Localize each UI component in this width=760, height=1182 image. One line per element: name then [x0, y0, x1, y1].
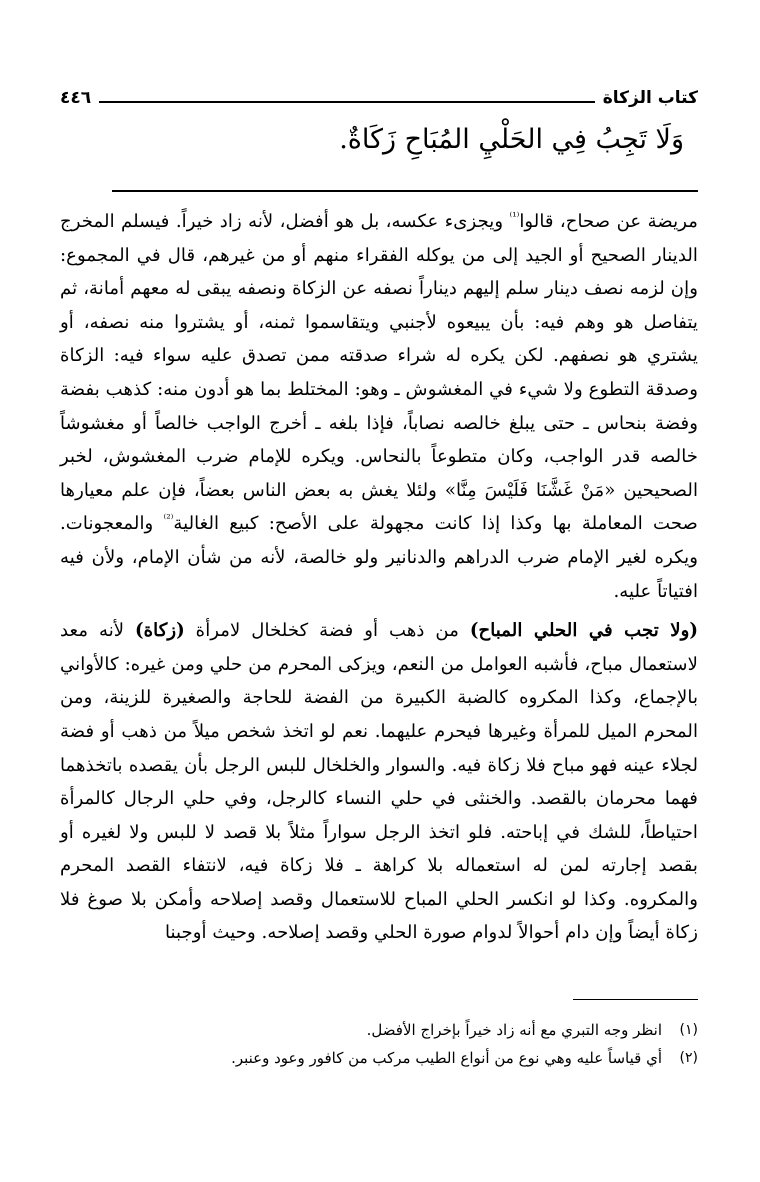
page-number: ٤٤٦ — [60, 88, 92, 108]
running-title: كتاب الزكاة — [602, 88, 698, 108]
footnote-text: انظر وجه التبري مع أنه زاد خيراً بإخراج الأفضل. — [366, 1021, 662, 1039]
commentary-text: لأنه معد لاستعمال مباح، فأشبه العوامل من النعم، ويزكى المحرم من حلي ومن غيره: كالأواني بالإجماع، وكذا المكروه كالضبة الكبيرة من الفضة للحاجة والصغيرة للزينة، ومن المحرم الميل للمرأة وغيرها فيحرم عليهما. نعم لو اتخذ شخص ميلاً من ذهب أو فضة لجلاء عينه فهو مباح فلا زكاة فيه. والسوار والخلخال للبس الرجل بأن يقصده باتخذهما فهما محرمان بالقصد. والخنثى في حلي النساء كالرجل، وفي حلي الرجال كالمرأة احتياطاً، للشك في إباحته. فلو اتخذ الرجل سواراً مثلاً بلا قصد لا للبس ولا لغيره أو بقصد إجارته لمن له استعماله بلا كراهة ـ فلا زكاة فيه، لانتفاء القصد المحرم والمكروه. وكذا لو انكسر الحلي المباح للاستعمال وقصد إصلاحه وأمكن بلا صوغ فلا زكاة أيضاً وإن دام أحوالاً لدوام صورة الحلي وقصد إصلاحه. وحيث أوجبنا — [60, 620, 698, 944]
commentary-paragraph-1 — [60, 205, 698, 608]
commentary-text: والمعجونات. ويكره لغير الإمام ضرب الدراهم والدنانير ولو خالصة، لأنه من شأن الإمام، ولأن فيه افتياتاً عليه. — [60, 513, 698, 602]
commentary-text: من ذهب أو فضة كخلخال لامرأة — [184, 620, 470, 642]
footnote-ref-1: ⁽¹⁾ — [509, 209, 520, 223]
matn-text: وَلَا تَجِبُ فِي الحَلْيِ المُبَاحِ زَكَاةٌ. — [339, 124, 684, 155]
footnote-ref-2: ⁽²⁾ — [163, 512, 174, 526]
footnote-text: أي قياساً عليه وهي نوع من أنواع الطيب مركب من كافور وعود وعنبر. — [231, 1049, 662, 1067]
footnotes — [60, 1016, 698, 1072]
commentary-text: ويجزىء عكسه، بل هو أفضل، لأنه زاد خيراً. فيسلم المخرج الدينار الصحيح أو الجيد إلى من يوكله الفقراء منهم أو من غيرهم، قال في المجموع: وإن لزمه نصف دينار سلم إليهم ديناراً نصفه عن الزكاة ونصفه يبقى له معهم أمانة، ثم يتفاصل هو وهم فيه: بأن يبيعوه لأجنبي ويتقاسموا ثمنه، أو يشتروا منه نصفه، أو يشتري هو نصفهم. لكن يكره له شراء صدقته ممن تصدق عليه سواء فيه: الزكاة وصدقة التطوع ولا شيء في المغشوش ـ وهو: المختلط بما هو أدون منه: كذهب بفضة وفضة بنحاس ـ حتى يبلغ خالصه نصاباً، فإذا بلغه ـ أخرج الواجب خالصاً أو مغشوشاً خالصه قدر الواجب، وكان متطوعاً بالنحاس. ويكره للإمام ضرب المغشوش، لخبر الصحيحين «مَنْ غَشَّنَا فَلَيْسَ مِنَّا» ولئلا يغش به بعض الناس بعضاً، فإن علم معيارها صحت المعاملة بها وكذا إذا كانت مجهولة على الأصح: كبيع الغالية — [60, 211, 698, 535]
footnote-2 — [60, 1044, 698, 1072]
matn-divider-rule — [112, 190, 698, 192]
commentary-paragraph-2 — [60, 614, 698, 950]
footnote-1 — [60, 1016, 698, 1044]
footnote-number: (١) — [679, 1022, 698, 1038]
commentary-body — [60, 205, 698, 950]
matn-quote: (ولا تجب في الحلي المباح) — [469, 620, 698, 642]
header-rule — [99, 101, 595, 103]
footnote-number: (٢) — [679, 1050, 698, 1066]
running-header — [60, 78, 698, 108]
matn-quote: (زكاة) — [135, 620, 185, 642]
footnote-rule — [573, 999, 698, 1000]
commentary-text: مريضة عن صحاح، قالوا — [519, 211, 698, 232]
